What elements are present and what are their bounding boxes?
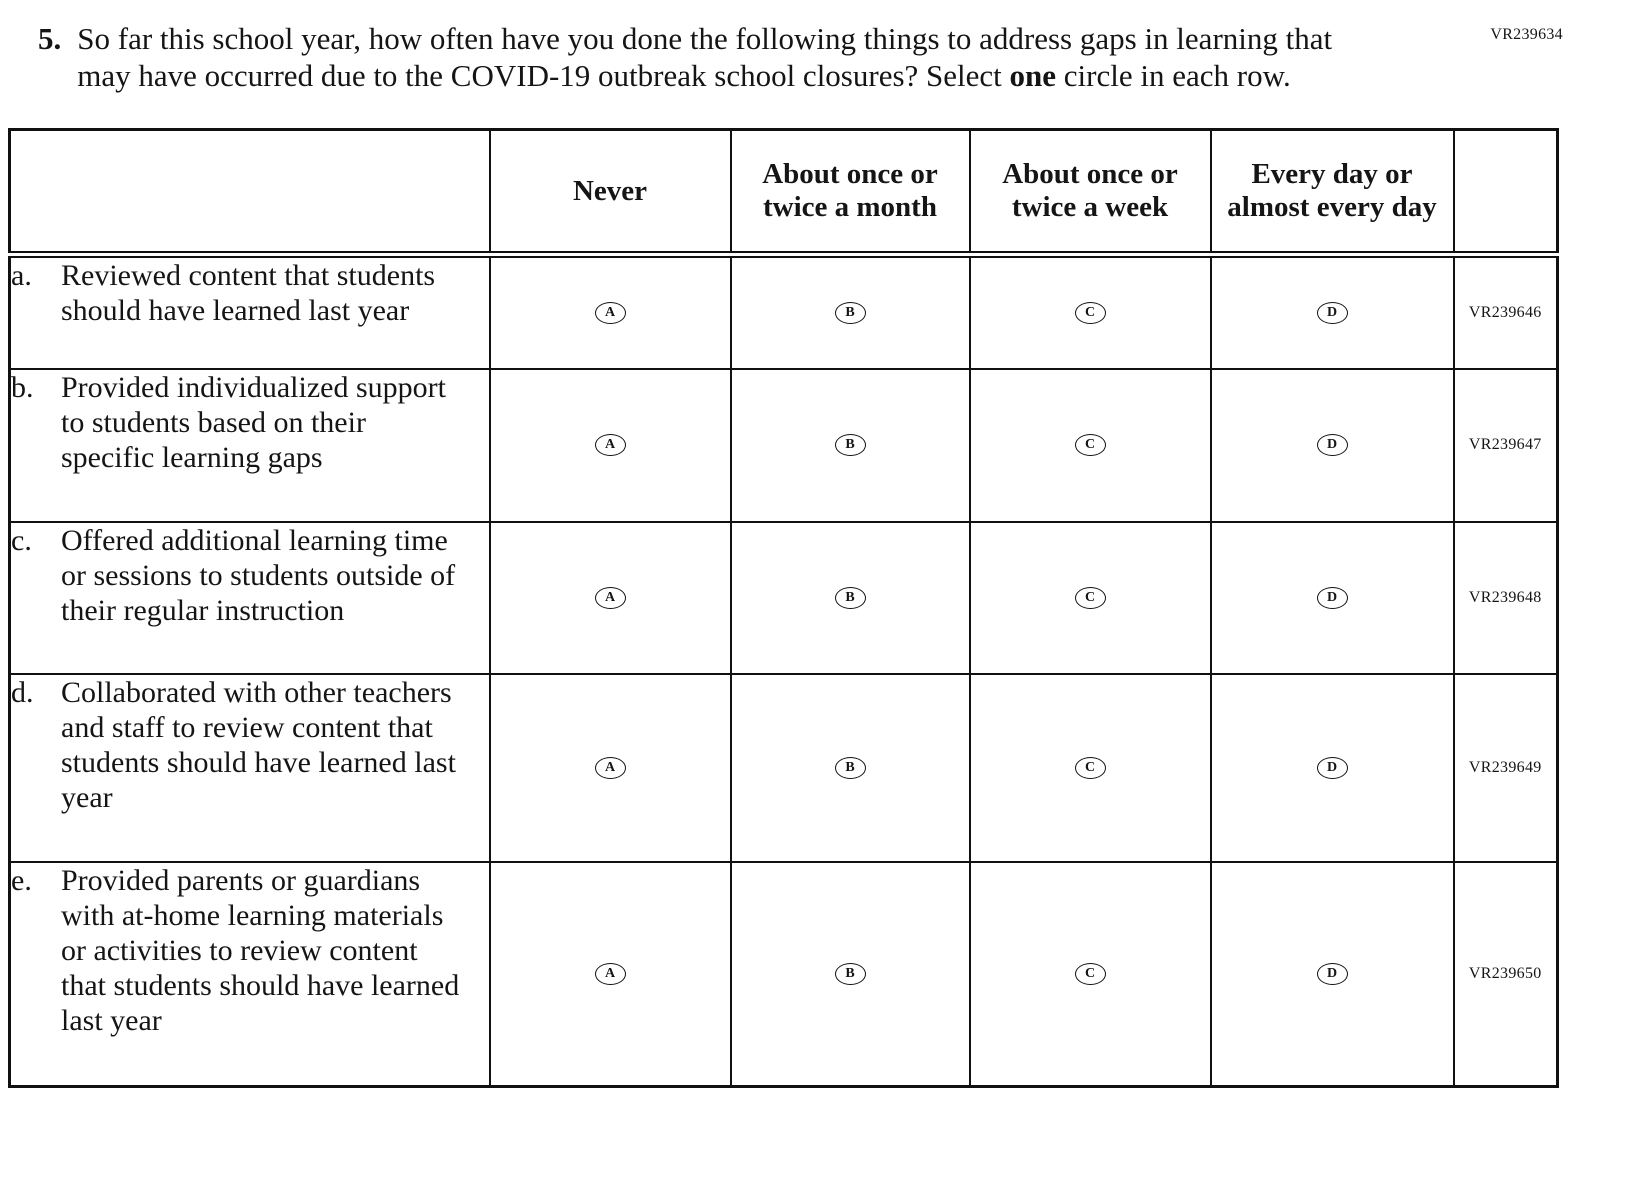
table-row-c [10, 522, 1558, 674]
option-bubble-c[interactable]: C [1075, 434, 1106, 456]
row-code: VR239648 [1454, 522, 1558, 674]
option-bubble-c[interactable]: C [1075, 757, 1106, 779]
row-text: Provided parents or guardians with at-home learning materials or activities to review content that students should have learned last year [61, 863, 460, 1037]
header-empty-stem [10, 130, 490, 255]
row-letter: d. [11, 675, 34, 709]
cell-once-twice-week [970, 862, 1211, 1087]
cell-once-twice-month [731, 369, 970, 522]
row-stem [10, 862, 490, 1087]
row-letter: a. [11, 259, 32, 292]
cell-once-twice-week [970, 255, 1211, 369]
cell-never [490, 369, 731, 522]
column-header-once-twice-week: About once or twice a week [970, 130, 1211, 255]
row-letter: e. [11, 863, 32, 897]
row-text: Collaborated with other teachers and staff to review content that students should have learned last year [61, 675, 456, 814]
question-emphasis: one [1009, 58, 1057, 93]
question-block [38, 20, 1629, 94]
question-text [77, 20, 1362, 94]
question-text-after: circle in each row. [1056, 58, 1291, 93]
option-bubble-b[interactable]: B [835, 434, 866, 456]
column-header-once-twice-month: About once or twice a month [731, 130, 970, 255]
option-bubble-c[interactable]: C [1075, 302, 1106, 324]
question-number: 5. [38, 21, 62, 56]
option-bubble-a[interactable]: A [595, 757, 626, 779]
cell-once-twice-week [970, 369, 1211, 522]
option-bubble-b[interactable]: B [835, 587, 866, 609]
option-bubble-a[interactable]: A [595, 587, 626, 609]
row-stem [10, 522, 490, 674]
option-bubble-a[interactable]: A [595, 963, 626, 985]
row-text: Provided individualized support to students based on their specific learning gaps [61, 370, 446, 474]
row-code: VR239646 [1454, 255, 1558, 369]
cell-never [490, 862, 731, 1087]
header-row [10, 130, 1558, 255]
option-bubble-b[interactable]: B [835, 302, 866, 324]
cell-every-day [1211, 862, 1454, 1087]
table-row-e [10, 862, 1558, 1087]
option-bubble-a[interactable]: A [595, 434, 626, 456]
column-header-never: Never [490, 130, 731, 255]
column-header-every-day: Every day or almost every day [1211, 130, 1454, 255]
cell-once-twice-month [731, 862, 970, 1087]
question-text-before: So far this school year, how often have you done the following things to address gaps in learning that may have occurred due to the COVID-19 outbreak school closures? Select [77, 21, 1333, 93]
cell-never [490, 522, 731, 674]
cell-every-day [1211, 369, 1454, 522]
option-bubble-d[interactable]: D [1317, 434, 1348, 456]
table-row-d [10, 674, 1558, 862]
row-code: VR239649 [1454, 674, 1558, 862]
option-bubble-d[interactable]: D [1317, 587, 1348, 609]
row-text: Reviewed content that students should have learned last year [61, 259, 436, 327]
row-letter: c. [11, 523, 32, 557]
header-empty-code [1454, 130, 1558, 255]
cell-once-twice-month [731, 255, 970, 369]
row-stem [10, 369, 490, 522]
option-bubble-d[interactable]: D [1317, 757, 1348, 779]
form-code-top: VR239634 [1490, 26, 1563, 43]
option-bubble-d[interactable]: D [1317, 302, 1348, 324]
row-stem [10, 255, 490, 369]
table-row-a [10, 255, 1558, 369]
table-row-b [10, 369, 1558, 522]
option-bubble-c[interactable]: C [1075, 587, 1106, 609]
option-bubble-a[interactable]: A [595, 302, 626, 324]
cell-once-twice-week [970, 522, 1211, 674]
cell-every-day [1211, 255, 1454, 369]
row-stem [10, 674, 490, 862]
row-letter: b. [11, 370, 34, 404]
cell-once-twice-month [731, 674, 970, 862]
row-code: VR239650 [1454, 862, 1558, 1087]
option-bubble-d[interactable]: D [1317, 963, 1348, 985]
option-bubble-c[interactable]: C [1075, 963, 1106, 985]
cell-once-twice-month [731, 522, 970, 674]
cell-every-day [1211, 674, 1454, 862]
option-bubble-b[interactable]: B [835, 963, 866, 985]
cell-never [490, 255, 731, 369]
cell-never [490, 674, 731, 862]
frequency-matrix-table [8, 128, 1559, 1088]
cell-every-day [1211, 522, 1454, 674]
row-code: VR239647 [1454, 369, 1558, 522]
cell-once-twice-week [970, 674, 1211, 862]
option-bubble-b[interactable]: B [835, 757, 866, 779]
row-text: Offered additional learning time or sessions to students outside of their regular instruction [61, 523, 456, 627]
